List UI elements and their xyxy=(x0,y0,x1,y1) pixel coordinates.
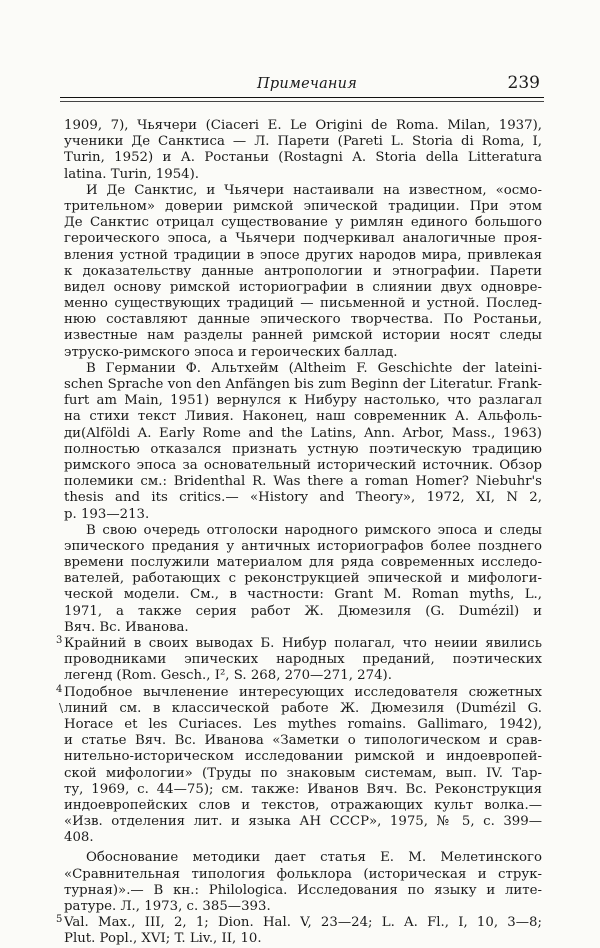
text-line: нительно-историческом исследовании римской и индоевропей- xyxy=(64,749,542,765)
text-line: видел основу римской историографии в слиянии двух одновре- xyxy=(64,279,542,295)
page-number: 239 xyxy=(507,73,540,93)
header-title: Примечания xyxy=(257,76,358,92)
text-line: известные нам разделы ранней римской истории носят следы xyxy=(64,328,542,344)
footnote-4 xyxy=(56,683,542,916)
text-line: 408. xyxy=(64,830,94,846)
text-line: ской мифологии» (Труды по знаковым системам, вып. IV. Тар- xyxy=(64,765,542,781)
text-line: Крайний в своих выводах Б. Нибур полагал, что неиии явились xyxy=(64,636,542,651)
margin-mark: \ xyxy=(59,701,64,715)
text-line: furt am Main, 1951) вернулся к Нибуру настолько, что разлагал xyxy=(64,393,542,409)
header-rule-thin xyxy=(60,101,544,102)
text-line: p. 193—213. xyxy=(64,506,150,522)
text-line: ратуре. Л., 1973, с. 385—393. xyxy=(64,899,271,914)
text-line: линий см. в классической работе Ж. Дюмезиля (Dumézil G. xyxy=(64,700,542,716)
text-line: проводниками эпических народных преданий, поэтических xyxy=(64,652,542,668)
running-header xyxy=(60,70,544,104)
footnote-number: 3 xyxy=(56,635,63,646)
text-line: ученики Де Санктиса — Л. Парети (Pareti L. Storia di Roma, I, xyxy=(64,134,542,150)
text-line: ди(Alföldi A. Early Rome and the Latins, Ann. Arbor, Mass., 1963) xyxy=(64,425,542,441)
text-line: трительном» доверии римской эпической традиции. При этом xyxy=(64,198,542,214)
text-line: менно существующих традиций — письменной и устной. Послед- xyxy=(64,296,542,312)
text-line: нюю составляют данные эпического творчества. По Ростаньи, xyxy=(64,312,542,328)
text-line: Turin, 1952) и А. Ростаньи (Rostagni A. Storia della Litteratura xyxy=(64,150,542,166)
text-line: Подобное вычленение интересующих исследователя сюжетных xyxy=(64,684,542,700)
text-line: полностью отказался признать устную поэтическую традицию xyxy=(64,441,542,457)
text-line: Plut. Popl., XVI; T. Liv., II, 10. xyxy=(64,931,262,947)
text-line: времени послужили материалом для ряда современных исследо- xyxy=(64,555,542,571)
footnote-number: 5 xyxy=(56,914,63,926)
text-line: schen Sprache von den Anfängen bis zum Beginn der Literatur. Frank- xyxy=(64,377,542,392)
text-line: римского эпоса за основательный исторический источник. Обзор xyxy=(64,457,542,473)
text-line: и статье Вяч. Вс. Иванова «Заметки о типологическом и срав- xyxy=(64,733,542,749)
text-line: полемики см.: Bridenthal R. Was there a roman Homer? Niebuhr's xyxy=(64,474,542,490)
header-rule xyxy=(60,97,544,98)
text-line: легенд (Rom. Gesch., I², S. 268, 270—271, 274). xyxy=(64,668,392,684)
text-line: ту, 1969, с. 44—75); см. также: Иванов Вяч. Вс. Реконструкция xyxy=(64,781,542,797)
text-line: ческой модели. См., в частности: Grant M. Roman myths, L., xyxy=(64,587,542,603)
footnote-number: 4 xyxy=(56,683,63,695)
text-line: «Изв. отделения лит. и языка АН СССР», 1975, № 5, с. 399— xyxy=(64,814,542,830)
text-line: на стихи текст Ливия. Наконец, наш современник А. Альфоль- xyxy=(64,409,542,425)
text-line: эпического предания у античных историографов более позднего xyxy=(64,538,542,554)
text-line: latina. Turin, 1954). xyxy=(64,166,200,182)
text-line: Val. Max., III, 2, 1; Dion. Hal. V, 23—24; L. A. Fl., I, 10, 3—8; xyxy=(64,915,542,931)
footnote-3 xyxy=(56,635,542,685)
text-line: «Сравнительная типология фольклора (историческая и струк- xyxy=(64,866,542,882)
footnote-5 xyxy=(56,914,542,947)
text-line: этруско-римского эпоса и героических баллад. xyxy=(64,344,398,360)
text-line: Обоснование методики дает статья Е. М. Мелетинского xyxy=(86,850,542,866)
text-line: 1971, а также серия работ Ж. Дюмезиля (G. Dumézil) и xyxy=(64,603,542,619)
text-line: Вяч. Вс. Иванова. xyxy=(64,619,189,635)
notes-body xyxy=(56,118,542,948)
text-line: Де Санктис отрицал существование у римлян единого большого xyxy=(64,215,542,231)
text-line: И Де Санктис, и Чьячери настаивали на известном, «осмо- xyxy=(86,182,542,198)
text-line: 1909, 7), Чьячери (Ciaceri E. Le Origini de Roma. Milan, 1937), xyxy=(64,118,542,133)
text-line: турная)».— В кн.: Philologica. Исследования по языку и лите- xyxy=(64,882,542,898)
text-line: к доказательству данные антропологии и этнографии. Парети xyxy=(64,263,542,279)
text-line: индоевропейских слов и текстов, отражающих культ волка.— xyxy=(64,797,542,813)
text-line: В свою очередь отголоски народного римского эпоса и следы xyxy=(86,522,542,538)
text-line: thesis and its critics.— «History and Theory», 1972, XI, N 2, xyxy=(64,490,542,506)
text-line: Horace et les Curiaces. Les mythes romains. Gallimaro, 1942), xyxy=(64,716,542,732)
text-line: вления устной традиции в эпосе других народов мира, привлекая xyxy=(64,247,542,263)
text-line: вателей, работающих с реконструкцией эпической и мифологи- xyxy=(64,571,542,587)
text-line: героического эпоса, а Чьячери подчеркивал аналогичные проя- xyxy=(64,231,542,247)
text-line: В Германии Ф. Альтхейм (Altheim F. Geschichte der lateini- xyxy=(86,360,542,376)
